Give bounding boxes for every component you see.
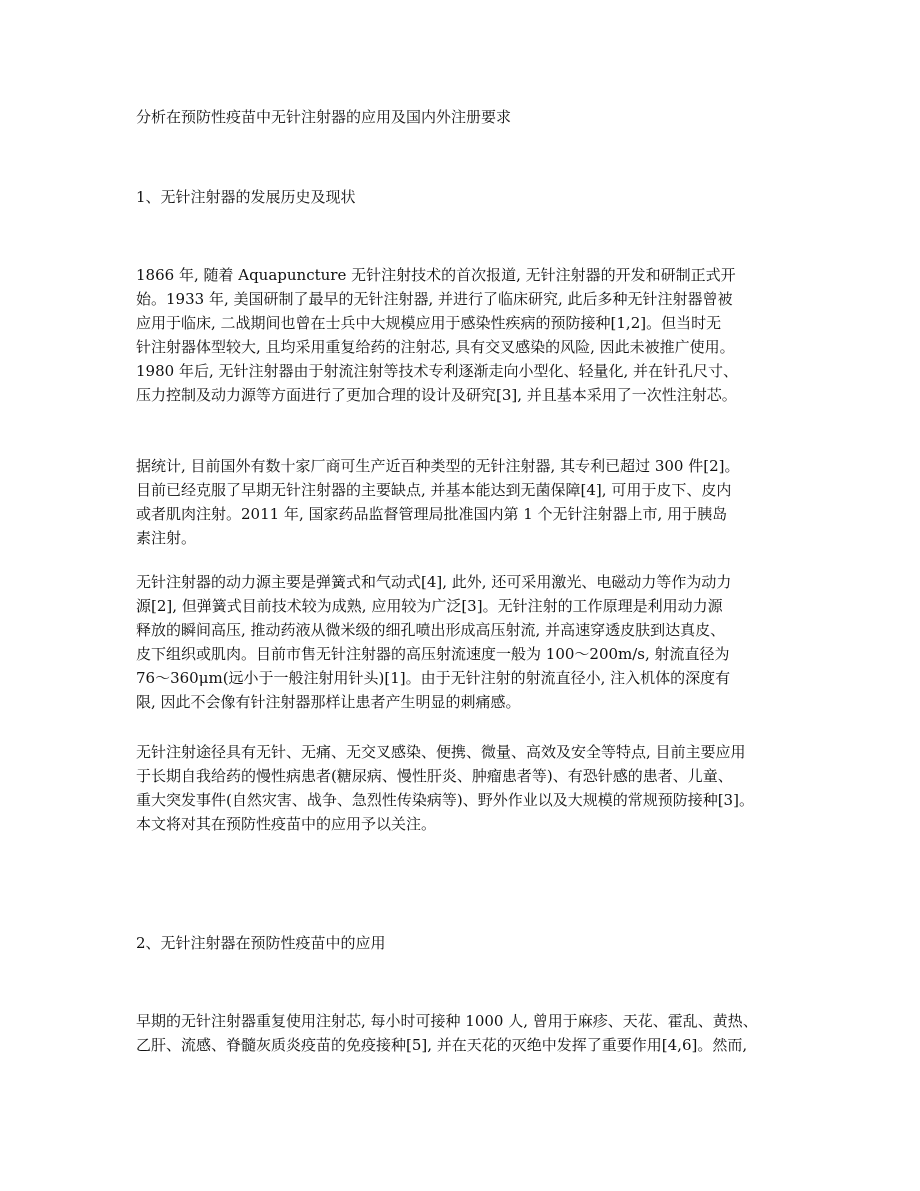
text-line: 压力控制及动力源等方面进行了更加合理的设计及研究[3], 并且基本采用了一次性注射芯。: [136, 386, 737, 404]
paragraph-early-use: [136, 1009, 796, 1057]
text-line: 或者肌肉注射。2011 年, 国家药品监督管理局批准国内第 1 个无针注射器上市, 用于胰岛: [136, 505, 728, 523]
text-line: 无针注射器的动力源主要是弹簧式和气动式[4], 此外, 还可采用激光、电磁动力等作为动力: [136, 573, 732, 591]
paragraph-features: [136, 740, 796, 836]
text-line: 本文将对其在预防性疫苗中的应用予以关注。: [136, 815, 437, 833]
text-line: 重大突发事件(自然灾害、战争、急烈性传染病等)、野外作业以及大规模的常规预防接种[3]。: [136, 791, 754, 809]
section-heading-vaccine-application: 2、无针注射器在预防性疫苗中的应用: [136, 934, 386, 952]
text-line: 针注射器体型较大, 且均采用重复给药的注射芯, 具有交叉感染的风险, 因此未被推广使用。: [136, 338, 735, 356]
text-line: 76～360μm(远小于一般注射用针头)[1]。由于无针注射的射流直径小, 注入机体的深度有: [136, 669, 731, 687]
text-line: 于长期自我给药的慢性病患者(糖尿病、慢性肝炎、肿瘤患者等)、有恐针感的患者、儿童、: [136, 767, 733, 785]
text-line: 1866 年, 随着 Aquapuncture 无针注射技术的首次报道, 无针注射器的开发和研制正式开: [136, 266, 736, 284]
text-line: 始。1933 年, 美国研制了最早的无针注射器, 并进行了临床研究, 此后多种无针注射器曾被: [136, 290, 733, 308]
text-line: 应用于临床, 二战期间也曾在士兵中大规模应用于感染性疾病的预防接种[1,2]。但当时无: [136, 314, 722, 332]
text-line: 限, 因此不会像有针注射器那样让患者产生明显的刺痛感。: [136, 693, 521, 711]
text-line: 1980 年后, 无针注射器由于射流注射等技术专利逐渐走向小型化、轻量化, 并在针孔尺寸、: [136, 362, 739, 380]
text-line: 皮下组织或肌肉。目前市售无针注射器的高压射流速度一般为 100～200m/s, 射流直径为: [136, 645, 730, 663]
paragraph-power-source: [136, 570, 796, 714]
text-line: 无针注射途径具有无针、无痛、无交叉感染、便携、微量、高效及安全等特点, 目前主要应用: [136, 743, 746, 761]
text-line: 目前已经克服了早期无针注射器的主要缺点, 并基本能达到无菌保障[4], 可用于皮下、皮内: [136, 481, 732, 499]
paragraph-history-origin: [136, 263, 796, 407]
text-line: 乙肝、流感、脊髓灰质炎疫苗的免疫接种[5], 并在天花的灭绝中发挥了重要作用[4,6]。然而,: [136, 1036, 748, 1054]
text-line: 释放的瞬间高压, 推动药液从微米级的细孔喷出形成高压射流, 并高速穿透皮肤到达真皮、: [136, 621, 726, 639]
paragraph-statistics: [136, 454, 796, 550]
text-line: 据统计, 目前国外有数十家厂商可生产近百种类型的无针注射器, 其专利已超过 300 件[2]。: [136, 457, 740, 475]
text-line: 素注射。: [136, 529, 197, 547]
document-title: 分析在预防性疫苗中无针注射器的应用及国内外注册要求: [136, 108, 512, 126]
text-line: 早期的无针注射器重复使用注射芯, 每小时可接种 1000 人, 曾用于麻疹、天花、霍乱、黄热、: [136, 1012, 758, 1030]
section-heading-history: 1、无针注射器的发展历史及现状: [136, 188, 356, 206]
text-line: 源[2], 但弹簧式目前技术较为成熟, 应用较为广泛[3]。无针注射的工作原理是利用动力源: [136, 597, 723, 615]
